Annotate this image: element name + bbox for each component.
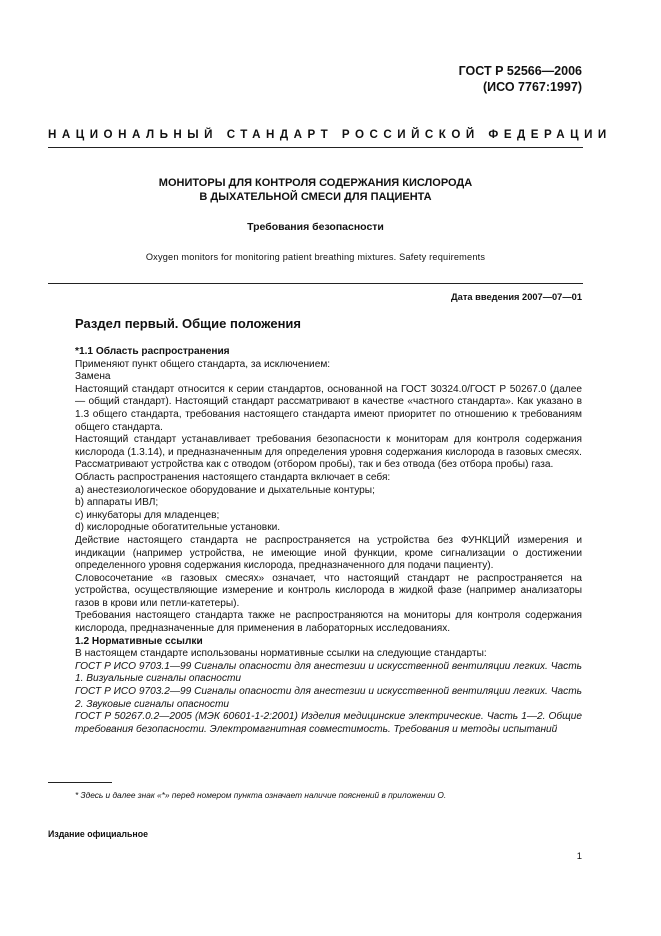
list-item: d) кислородные обогатительные установки. <box>75 522 281 534</box>
paragraph: В настоящем стандарте использованы нормативные ссылки на следующие стандарты: <box>75 648 487 660</box>
divider-top <box>48 147 583 148</box>
section-title: Раздел первый. Общие положения <box>75 316 302 331</box>
paragraph: Настоящий стандарт устанавливает требования безопасности к мониторам для контроля содержания кислорода (1.3.14), и предназначенным для определения уровня содержания кислорода в газовых смесях. Рассматривают устройства как с отводом (отбором пробы), так и без отвода (без отбора пробы) газа. <box>75 434 582 471</box>
paragraph: Настоящий стандарт относится к серии стандартов, основанной на ГОСТ 30324.0/ГОСТ Р 50267.0 (далее — общий стандарт). Настоящий стандарт рассматривают в качестве «частного стандарта». Как указано в 1.3 общего стандарта, требования настоящего стандарта имеют приоритет по отношению к требованиям общего стандарта. <box>75 383 582 433</box>
reference-item: ГОСТ Р ИСО 9703.2—99 Сигналы опасности для анестезии и искусственной вентиляции легких. Часть 2. Звуковые сигналы опасности <box>75 686 582 710</box>
iso-number: (ИСО 7767:1997) <box>483 80 582 94</box>
document-title-line1: МОНИТОРЫ ДЛЯ КОНТРОЛЯ СОДЕРЖАНИЯ КИСЛОРОДА <box>158 177 473 189</box>
divider-date <box>48 283 583 284</box>
paragraph: Словосочетание «в газовых смесях» означает, что настоящий стандарт не распространяется на устройства, осуществляющие измерение и контроль кислорода в жидкой фазе (например анализаторы газов в крови или петли-катетеры). <box>75 572 582 609</box>
paragraph: Замена <box>75 371 111 383</box>
introduction-date: Дата введения 2007—07—01 <box>451 292 582 302</box>
list-item: a) анестезиологическое оборудование и дыхательные контуры; <box>75 484 375 496</box>
document-body <box>75 346 582 736</box>
paragraph: Требования настоящего стандарта также не распространяются на мониторы для контроля содержания кислорода, предназначенные для применения в лабораторных исследованиях. <box>75 610 582 635</box>
reference-item: ГОСТ Р 50267.0.2—2005 (МЭК 60601-1-2:2001) Изделия медицинские электрические. Часть 1—2. Общие требования безопасности. Электромагнитная совместимость. Требования и методы испытаний <box>75 711 582 735</box>
edition-label: Издание официальное <box>48 829 148 839</box>
footnote-divider <box>48 782 112 783</box>
paragraph: Область распространения настоящего стандарта включает в себя: <box>75 471 391 483</box>
paragraph: Применяют пункт общего стандарта, за исключением: <box>75 358 331 370</box>
page-number: 1 <box>576 851 582 862</box>
footnote: * Здесь и далее знак «*» перед номером пункта означает наличие пояснений в приложении О. <box>75 790 447 800</box>
standard-header <box>459 63 582 95</box>
standard-number: ГОСТ Р 52566—2006 <box>458 64 582 78</box>
list-item: b) аппараты ИВЛ; <box>75 497 159 509</box>
english-title: Oxygen monitors for monitoring patient breathing mixtures. Safety requirements <box>145 252 486 262</box>
reference-item: ГОСТ Р ИСО 9703.1—99 Сигналы опасности для анестезии и искусственной вентиляции легких. Часть 1. Визуальные сигналы опасности <box>75 660 582 685</box>
heading-scope: *1.1 Область распространения <box>75 346 230 357</box>
heading-references: 1.2 Нормативные ссылки <box>75 635 203 647</box>
list-item: c) инкубаторы для младенцев; <box>75 509 220 521</box>
paragraph: Действие настоящего стандарта не распространяется на устройства без ФУНКЦИЙ измерения и индикации (например устройства, не имеющие иной функции, кроме сигнализации о достижении определенного уровня содержания кислорода, предназначенного для подачи пациенту). <box>75 534 582 572</box>
document-subtitle: Требования безопасности <box>247 221 384 233</box>
national-standard-banner: НАЦИОНАЛЬНЫЙ СТАНДАРТ РОССИЙСКОЙ ФЕДЕРАЦИИ <box>48 128 612 141</box>
document-title-line2: В ДЫХАТЕЛЬНОЙ СМЕСИ ДЛЯ ПАЦИЕНТА <box>199 191 432 203</box>
